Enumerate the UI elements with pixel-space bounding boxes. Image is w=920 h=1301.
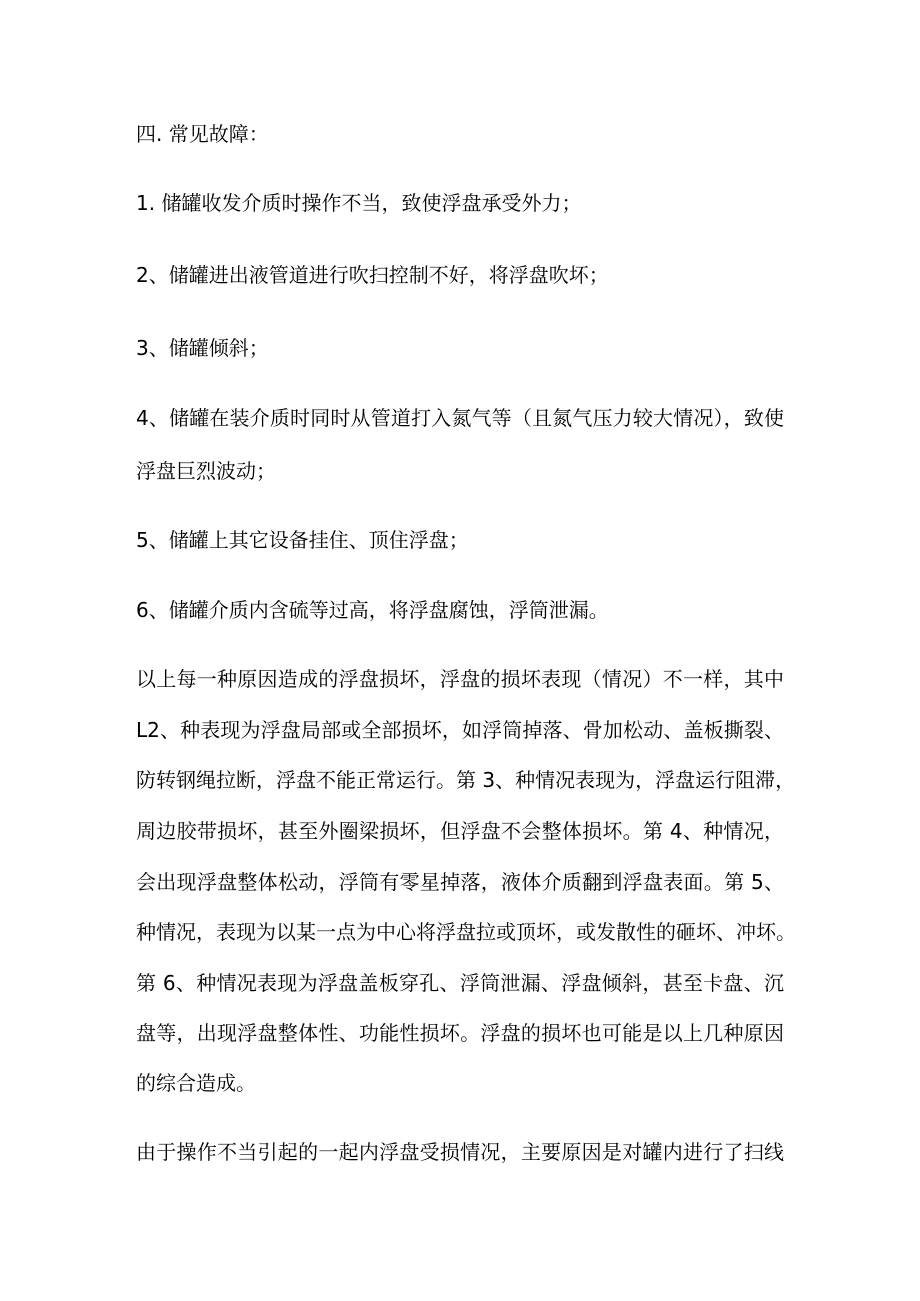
paragraph-line: 防转钢绳拉断，浮盘不能正常运行。第 3、种情况表现为，浮盘运行阻滞， — [136, 768, 796, 792]
list-item: 3、储罐倾斜； — [136, 336, 269, 360]
paragraph-line: 以上每一种原因造成的浮盘损坏，浮盘的损坏表现（情况）不一样，其中 — [136, 667, 784, 691]
paragraph-line: 种情况，表现为以某一点为中心将浮盘拉或顶坏，或发散性的砸坏、冲坏。 — [136, 920, 796, 944]
paragraph-line: 会出现浮盘整体松动，浮筒有零星掉落，液体介质翻到浮盘表面。第 5、 — [136, 870, 784, 894]
list-item-continuation: 浮盘巨烈波动； — [136, 459, 276, 483]
list-item: 2、储罐进出液管道进行吹扫控制不好，将浮盘吹坏； — [136, 263, 609, 287]
list-item: 6、储罐介质内含硫等过高，将浮盘腐蚀，浮筒泄漏。 — [136, 598, 609, 622]
paragraph-line: 周边胶带损坏，甚至外圈梁损坏，但浮盘不会整体损坏。第 4、种情况， — [136, 819, 784, 843]
paragraph-line: 的综合造成。 — [136, 1071, 256, 1095]
list-item: 4、储罐在装介质时同时从管道打入氮气等（且氮气压力较大情况），致使 — [136, 406, 784, 430]
paragraph-line: 第 6、种情况表现为浮盘盖板穿孔、浮筒泄漏、浮盘倾斜，甚至卡盘、沉 — [136, 971, 784, 995]
section-heading: 四. 常见故障： — [136, 122, 269, 146]
paragraph-line: 由于操作不当引起的一起内浮盘受损情况，主要原因是对罐内进行了扫线 — [136, 1140, 784, 1164]
list-item: 5、储罐上其它设备挂住、顶住浮盘； — [136, 528, 469, 552]
paragraph-line: 盘等，出现浮盘整体性、功能性损坏。浮盘的损坏也可能是以上几种原因 — [136, 1021, 784, 1045]
paragraph-line: L2、种表现为浮盘局部或全部损坏，如浮筒掉落、骨加松动、盖板撕裂、 — [136, 718, 784, 742]
list-item: 1. 储罐收发介质时操作不当，致使浮盘承受外力； — [136, 191, 582, 215]
